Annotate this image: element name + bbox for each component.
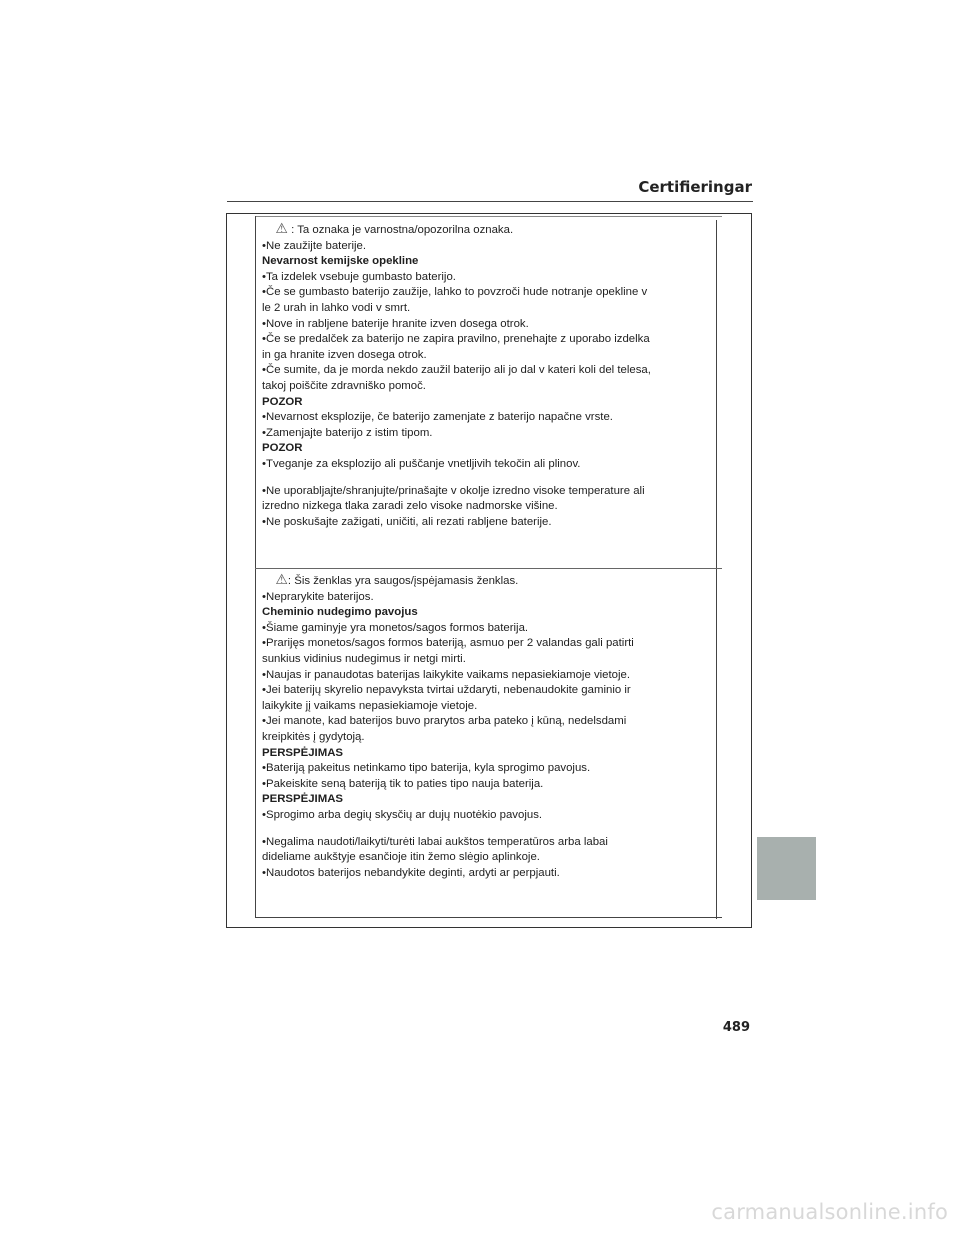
warning-line: •Jei baterijų skyrelio nepavyksta tvirtai uždaryti, nebenaudokite gaminio ir [262,684,631,697]
page-number: 489 [722,1020,750,1035]
warning-line: •Naujas ir panaudotas baterijas laikykite vaikams nepasiekiamoje vietoje. [262,668,631,681]
warning-line: •Pakeiskite seną bateriją tik to paties tipo nauja baterija. [262,777,544,790]
warning-line: izredno nizkega tlaka zaradi zelo visoke nadmorske višine. [262,500,558,513]
warning-line: kreipkitės į gydytoją. [262,730,365,743]
warning-lines [262,590,714,882]
warning-line: •Ne zaužijte baterije. [262,239,367,252]
warning-line: •Naudotos baterijos nebandykite deginti, ardyti ar perpjauti. [262,866,560,879]
warning-line: laikykite jį vaikams nepasiekiamoje vietoje. [262,699,478,712]
paragraph-gap [262,473,714,484]
paragraph-gap [262,824,714,835]
warning-line: sunkius vidinius nudegimus ir netgi mirti. [262,652,466,665]
inner-left-rule [255,216,256,917]
warning-line: •Ne uporabljajte/shranjujte/prinašajte v okolje izredno visoke temperature ali [262,484,645,497]
warning-line: in ga hranite izven dosega otrok. [262,348,427,361]
warning-line: •Jei manote, kad baterijos buvo prarytos arba pateko į kūną, nedelsdami [262,715,627,728]
warning-line: •Zamenjajte baterijo z istim tipom. [262,426,433,439]
warning-symbol-text: : Ta oznaka je varnostna/opozorilna oznaka. [291,224,514,236]
warning-symbol-text: : Šis ženklas yra saugos/įspėjamasis ženklas. [287,575,519,587]
warning-symbol-note [262,222,714,239]
watermark: carmanualsonline.info [711,1200,948,1224]
warning-heading: PERSPĖJIMAS [262,793,344,806]
warning-line: •Če se predalček za baterijo ne zapira pravilno, prenehajte z uporabo izdelka [262,333,650,346]
chapter-tab [757,837,816,900]
warning-line: •Sprogimo arba degių skysčių ar dujų nuotėkio pavojus. [262,808,543,821]
warning-line: •Ta izdelek vsebuje gumbasto baterijo. [262,270,456,283]
warning-line: •Negalima naudoti/laikyti/turėti labai aukštos temperatūros arba labai [262,835,608,848]
warning-line: •Prarijęs monetos/sagos formos bateriją, asmuo per 2 valandas gali patirti [262,637,634,650]
warning-triangle-icon: ⚠ [262,221,288,237]
warning-line: •Šiame gaminyje yra monetos/sagos formos baterija. [262,621,529,634]
inner-top-rule [255,216,722,217]
warning-line: •Bateriją pakeitus netinkamo tipo baterija, kyla sprogimo pavojus. [262,762,591,775]
warning-line: •Ne poskušajte zažigati, uničiti, ali rezati rabljene baterije. [262,515,552,528]
warning-heading: POZOR [262,442,303,455]
panel-divider [255,568,722,569]
warning-line: dideliame aukštyje esančioje itin žemo slėgio aplinkoje. [262,851,540,864]
warning-line: •Neprarykite baterijos. [262,590,374,603]
warning-line: le 2 urah in lahko vodi v smrt. [262,301,411,314]
warning-triangle-icon: ⚠ [262,572,288,588]
warning-line: takoj poiščite zdravniško pomoč. [262,379,426,392]
warning-heading: Cheminio nudegimo pavojus [262,606,418,619]
warning-line: •Če se gumbasto baterijo zaužije, lahko to povzroči hude notranje opekline v [262,286,648,299]
warning-heading: Nevarnost kemijske opekline [262,255,419,268]
warning-line: •Če sumite, da je morda nekdo zaužil baterijo ali jo dal v kateri koli del telesa, [262,364,651,377]
warning-line: •Tveganje za eksplozijo ali puščanje vnetljivih tekočin ali plinov. [262,457,581,470]
inner-bottom-rule [255,917,722,918]
slovenian-battery-warning [262,222,714,530]
warning-symbol-note [262,573,714,590]
header-rule [227,201,753,202]
lithuanian-battery-warning [262,573,714,881]
section-title: Certifieringar [638,178,752,196]
warning-heading: PERSPĖJIMAS [262,746,344,759]
warning-lines [262,239,714,531]
inner-right-rule [716,220,717,919]
warning-heading: POZOR [262,395,303,408]
warning-line: •Nove in rabljene baterije hranite izven dosega otrok. [262,317,529,330]
warning-line: •Nevarnost eksplozije, če baterijo zamenjate z baterijo napačne vrste. [262,411,613,424]
